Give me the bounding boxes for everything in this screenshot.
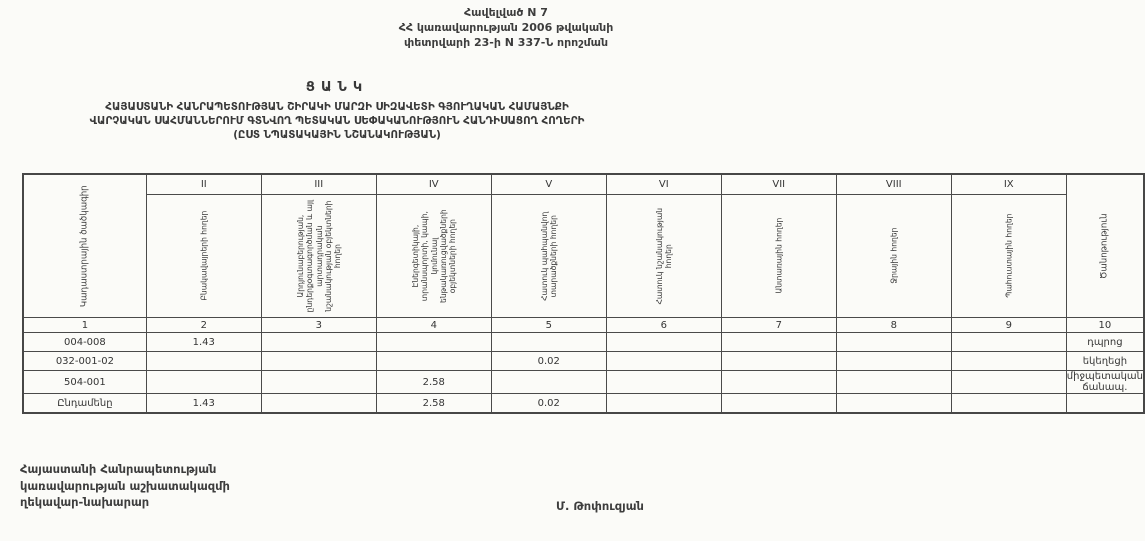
- total-value: [261, 394, 376, 414]
- total-value: [606, 394, 721, 414]
- column-number: 3: [261, 318, 376, 333]
- document-title-line: (ԸՍՏ ՆՊԱՏԱԿԱՅԻՆ ՆՇԱՆԱԿՈՒԹՅԱՆ): [233, 128, 441, 141]
- column-number: 2: [146, 318, 261, 333]
- annex-reference: [345, 6, 667, 51]
- signatory-line: Հայաստանի Հանրապետության: [20, 462, 217, 476]
- cadastral-code-value: 504-001: [23, 371, 146, 394]
- category-header-row: [23, 195, 1144, 318]
- header-industrial-lands: Արդյունաբերության, ընդերքօգտագործման և այլ արտադրական նշանակության օբյեկտների հողեր: [261, 195, 376, 318]
- roman-numeral: IV: [376, 174, 491, 195]
- note-value: դպրոց: [1066, 333, 1144, 352]
- header-protected-areas-lands: Հատուկ պահպանվող տարածքների հողեր: [491, 195, 606, 318]
- cell-value: [606, 371, 721, 394]
- total-value: [721, 394, 836, 414]
- table-row: [23, 333, 1144, 352]
- column-number: 8: [836, 318, 951, 333]
- cell-value: [491, 333, 606, 352]
- cell-value: [721, 333, 836, 352]
- cell-value: [606, 352, 721, 371]
- table-row: [23, 352, 1144, 371]
- cell-value: [606, 333, 721, 352]
- total-value: [951, 394, 1066, 414]
- document-title-line: ՎԱՐՉԱԿԱՆ ՍԱՀՄԱՆՆԵՐՈՒՄ ԳՏՆՎՈՂ ՊԵՏԱԿԱՆ ՍԵՓԱԿԱՆՈՒԹՅՈՒՆ ՀԱՆԴԻՍԱՑՈՂ ՀՈՂԵՐԻ: [89, 114, 585, 127]
- cell-value: 0.02: [491, 352, 606, 371]
- column-number: 1: [23, 318, 146, 333]
- cell-value: 1.43: [146, 333, 261, 352]
- cadastral-code-label: Կադաստրային ծածկագիր: [79, 185, 90, 307]
- header-forest-lands: Անտառային հողեր: [721, 195, 836, 318]
- annex-line: փետրվարի 23-ի N 337-Ն որոշման: [403, 35, 609, 49]
- signature-name: Մ. Թոփուզյան: [556, 499, 644, 513]
- cell-value: [836, 333, 951, 352]
- land-category-table: [22, 173, 1145, 414]
- header-special-purpose-lands: Հատուկ նշանակության հողեր: [606, 195, 721, 318]
- roman-numeral: V: [491, 174, 606, 195]
- roman-numeral: VI: [606, 174, 721, 195]
- roman-numeral: VIII: [836, 174, 951, 195]
- note-column-label: Ծանոթություն: [1099, 213, 1110, 279]
- total-value: 1.43: [146, 394, 261, 414]
- column-number-row: [23, 318, 1144, 333]
- roman-numeral: VII: [721, 174, 836, 195]
- cell-value: [836, 371, 951, 394]
- annex-line: Հավելված N 7: [464, 6, 548, 19]
- cell-value: [261, 333, 376, 352]
- column-number: 10: [1066, 318, 1144, 333]
- total-note: [1066, 394, 1144, 414]
- roman-numeral: IX: [951, 174, 1066, 195]
- header-settlement-lands: Բնակավայրերի հողեր: [146, 195, 261, 318]
- cell-value: [491, 371, 606, 394]
- roman-numeral: III: [261, 174, 376, 195]
- header-cadastral-code: [23, 174, 146, 318]
- total-row: [23, 394, 1144, 414]
- cell-value: [951, 352, 1066, 371]
- cell-value: [146, 352, 261, 371]
- roman-numeral-row: [23, 174, 1144, 195]
- cell-value: 2.58: [376, 371, 491, 394]
- signatory-title-block: [20, 461, 230, 511]
- total-value: 2.58: [376, 394, 491, 414]
- cell-value: [376, 333, 491, 352]
- column-number: 6: [606, 318, 721, 333]
- column-number: 7: [721, 318, 836, 333]
- cell-value: [836, 352, 951, 371]
- total-label: Ընդամենը: [23, 394, 146, 414]
- header-note: [1066, 174, 1144, 318]
- total-value: 0.02: [491, 394, 606, 414]
- cell-value: [376, 352, 491, 371]
- cadastral-code-value: 004-008: [23, 333, 146, 352]
- header-energy-transport-lands: Էներգետիկայի, տրանսպորտի, կապի, կոմունալ ենթակառուցվածքների օբյեկտների հողեր: [376, 195, 491, 318]
- cell-value: [721, 371, 836, 394]
- signatory-line: կառավարության աշխատակազմի: [20, 478, 230, 493]
- total-value: [836, 394, 951, 414]
- header-water-lands: Ջրային հողեր: [836, 195, 951, 318]
- cell-value: [951, 371, 1066, 394]
- cell-value: [261, 371, 376, 394]
- table-row: [23, 371, 1144, 394]
- header-reserve-lands: Պահուստային հողեր: [951, 195, 1066, 318]
- signatory-line: ղեկավար-նախարար: [20, 495, 150, 510]
- document-title-word: ՑԱՆԿ: [305, 80, 369, 95]
- cell-value: [261, 352, 376, 371]
- column-number: 9: [951, 318, 1066, 333]
- document-title-block: [0, 80, 674, 143]
- document-title-line: ՀԱՅԱՍՏԱՆԻ ՀԱՆՐԱՊԵՏՈՒԹՅԱՆ ՇԻՐԱԿԻ ՄԱՐԶԻ ՍԻԶԱՎԵՏԻ ԳՅՈՒՂԱԿԱՆ ՀԱՄԱՅՆՔԻ: [105, 101, 569, 113]
- cell-value: [721, 352, 836, 371]
- column-number: 5: [491, 318, 606, 333]
- cell-value: [951, 333, 1066, 352]
- note-value: միջպետական ճանապ.: [1066, 371, 1144, 393]
- cadastral-code-value: 032-001-02: [23, 352, 146, 371]
- cell-value: [146, 371, 261, 394]
- note-value: եկեղեցի: [1066, 352, 1144, 371]
- annex-line: ՀՀ կառավարության 2006 թվականի: [398, 20, 614, 34]
- roman-numeral: II: [146, 174, 261, 195]
- column-number: 4: [376, 318, 491, 333]
